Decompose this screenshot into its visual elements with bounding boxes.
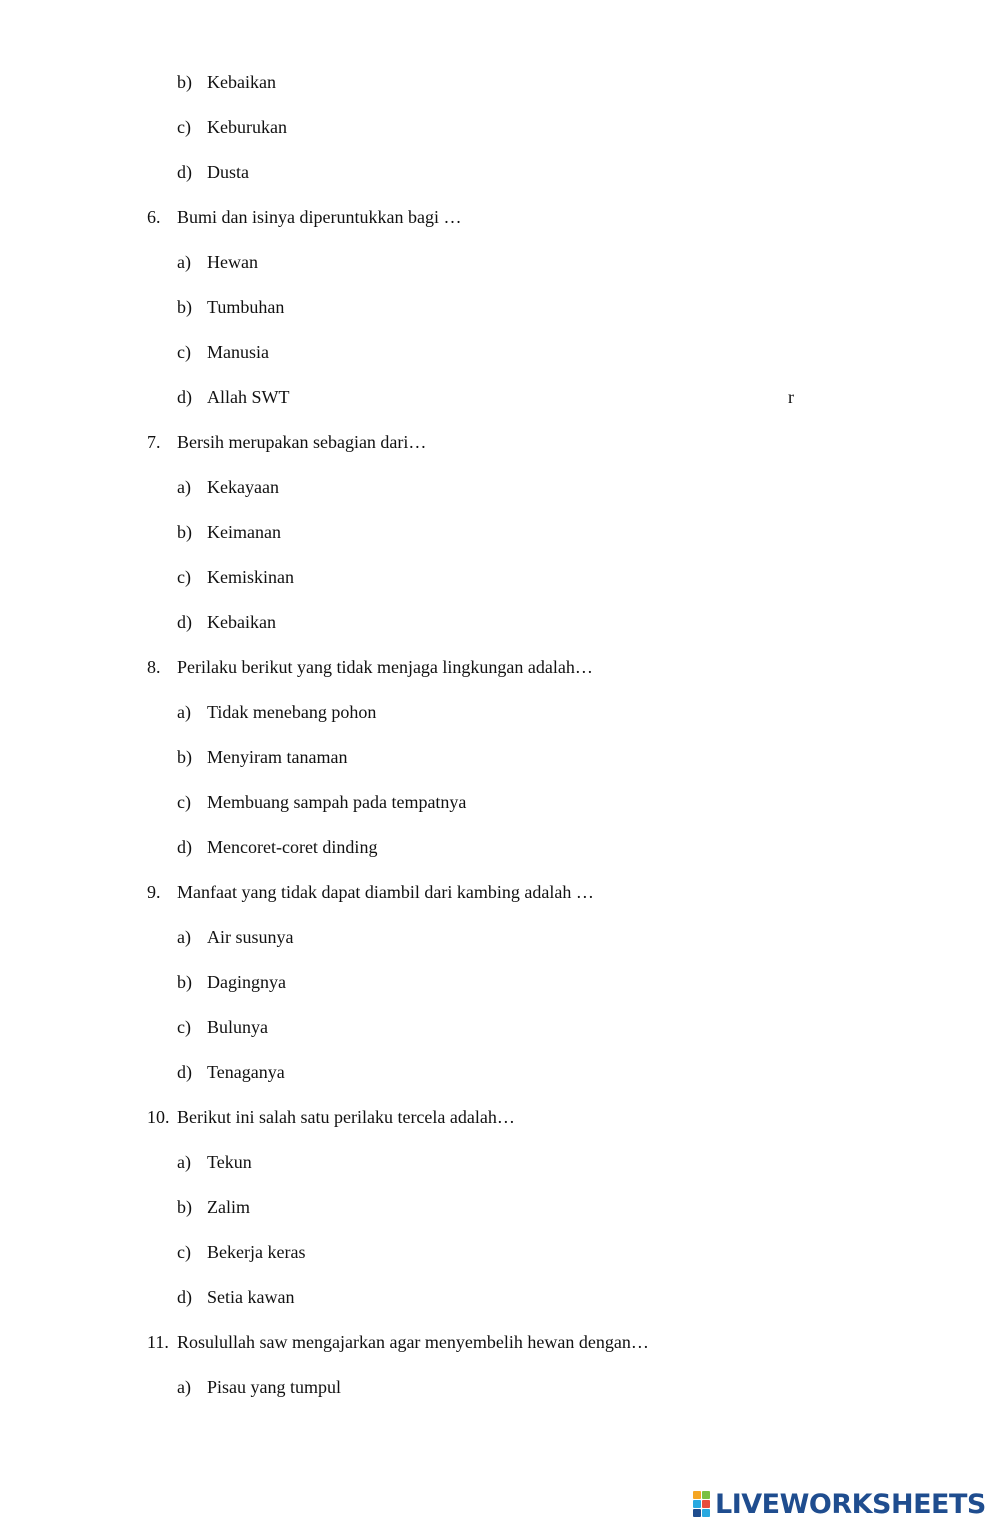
question-text: Bumi dan isinya diperuntukkan bagi … (177, 207, 462, 227)
option-label: b) (177, 297, 192, 317)
option-label: b) (177, 1197, 192, 1217)
option-text: Tenaganya (207, 1062, 285, 1082)
option-text: Dusta (207, 162, 249, 182)
option-text: Pisau yang tumpul (207, 1377, 341, 1397)
option-label: c) (177, 117, 191, 137)
option-label: d) (177, 387, 192, 407)
option-d-q7[interactable] (177, 611, 276, 633)
option-label: a) (177, 477, 191, 497)
option-label: d) (177, 1287, 192, 1307)
option-label: c) (177, 1017, 191, 1037)
option-label: c) (177, 342, 191, 362)
option-c-q9[interactable] (177, 1016, 268, 1038)
option-text: Manusia (207, 342, 269, 362)
option-text: Menyiram tanaman (207, 747, 348, 767)
option-a-q6[interactable] (177, 251, 258, 273)
option-label: a) (177, 1377, 191, 1397)
option-text: Kebaikan (207, 612, 276, 632)
option-b-q6[interactable] (177, 296, 284, 318)
option-d-q5[interactable] (177, 161, 249, 183)
option-text: Bekerja keras (207, 1242, 306, 1262)
question-9 (147, 881, 594, 903)
option-text: Tumbuhan (207, 297, 285, 317)
option-text: Zalim (207, 1197, 250, 1217)
option-text: Bulunya (207, 1017, 268, 1037)
logo-text: LIVEWORKSHEETS (715, 1488, 986, 1520)
option-a-q7[interactable] (177, 476, 279, 498)
option-text: Membuang sampah pada tempatnya (207, 792, 467, 812)
option-a-q11[interactable] (177, 1376, 341, 1398)
option-d-q6[interactable] (177, 386, 290, 408)
option-text: Air susunya (207, 927, 294, 947)
question-number: 9. (147, 882, 161, 902)
option-label: b) (177, 972, 192, 992)
option-d-q8[interactable] (177, 836, 377, 858)
option-c-q10[interactable] (177, 1241, 305, 1263)
option-a-q8[interactable] (177, 701, 376, 723)
option-text: Tidak menebang pohon (207, 702, 377, 722)
question-6 (147, 206, 461, 228)
option-text: Kebaikan (207, 72, 276, 92)
option-a-q10[interactable] (177, 1151, 252, 1173)
option-d-q9[interactable] (177, 1061, 285, 1083)
option-b-q9[interactable] (177, 971, 286, 993)
option-label: a) (177, 702, 191, 722)
option-a-q9[interactable] (177, 926, 294, 948)
option-text: Keburukan (207, 117, 287, 137)
option-label: d) (177, 837, 192, 857)
question-8 (147, 656, 593, 678)
option-b-q5[interactable] (177, 71, 276, 93)
option-label: a) (177, 1152, 191, 1172)
option-label: d) (177, 612, 192, 632)
option-b-q8[interactable] (177, 746, 347, 768)
stray-mark: r (788, 387, 794, 407)
option-text: Dagingnya (207, 972, 286, 992)
option-label: c) (177, 1242, 191, 1262)
question-10 (147, 1106, 515, 1128)
option-label: d) (177, 162, 192, 182)
question-text: Perilaku berikut yang tidak menjaga lingkungan adalah… (177, 657, 593, 677)
option-text: Setia kawan (207, 1287, 295, 1307)
option-text: Allah SWT (207, 387, 290, 407)
question-text: Rosulullah saw mengajarkan agar menyembelih hewan dengan… (177, 1332, 649, 1352)
question-number: 8. (147, 657, 161, 677)
question-text: Berikut ini salah satu perilaku tercela adalah… (177, 1107, 515, 1127)
question-text: Manfaat yang tidak dapat diambil dari kambing adalah … (177, 882, 594, 902)
option-d-q10[interactable] (177, 1286, 294, 1308)
option-label: c) (177, 792, 191, 812)
question-7 (147, 431, 426, 453)
option-text: Kekayaan (207, 477, 279, 497)
option-label: b) (177, 747, 192, 767)
question-11 (147, 1331, 649, 1353)
option-label: a) (177, 252, 191, 272)
option-text: Tekun (207, 1152, 252, 1172)
option-c-q8[interactable] (177, 791, 466, 813)
question-number: 11. (147, 1332, 169, 1352)
option-text: Hewan (207, 252, 258, 272)
option-b-q10[interactable] (177, 1196, 250, 1218)
question-number: 7. (147, 432, 161, 452)
option-label: a) (177, 927, 191, 947)
option-text: Mencoret-coret dinding (207, 837, 378, 857)
question-number: 6. (147, 207, 161, 227)
option-label: b) (177, 522, 192, 542)
question-text: Bersih merupakan sebagian dari… (177, 432, 427, 452)
question-number: 10. (147, 1107, 170, 1127)
option-b-q7[interactable] (177, 521, 281, 543)
option-label: d) (177, 1062, 192, 1082)
option-text: Keimanan (207, 522, 281, 542)
liveworksheets-logo[interactable] (693, 1487, 986, 1521)
option-text: Kemiskinan (207, 567, 294, 587)
option-c-q7[interactable] (177, 566, 294, 588)
option-c-q6[interactable] (177, 341, 269, 363)
option-label: c) (177, 567, 191, 587)
option-c-q5[interactable] (177, 116, 287, 138)
liveworksheets-grid-icon (693, 1491, 711, 1517)
option-label: b) (177, 72, 192, 92)
